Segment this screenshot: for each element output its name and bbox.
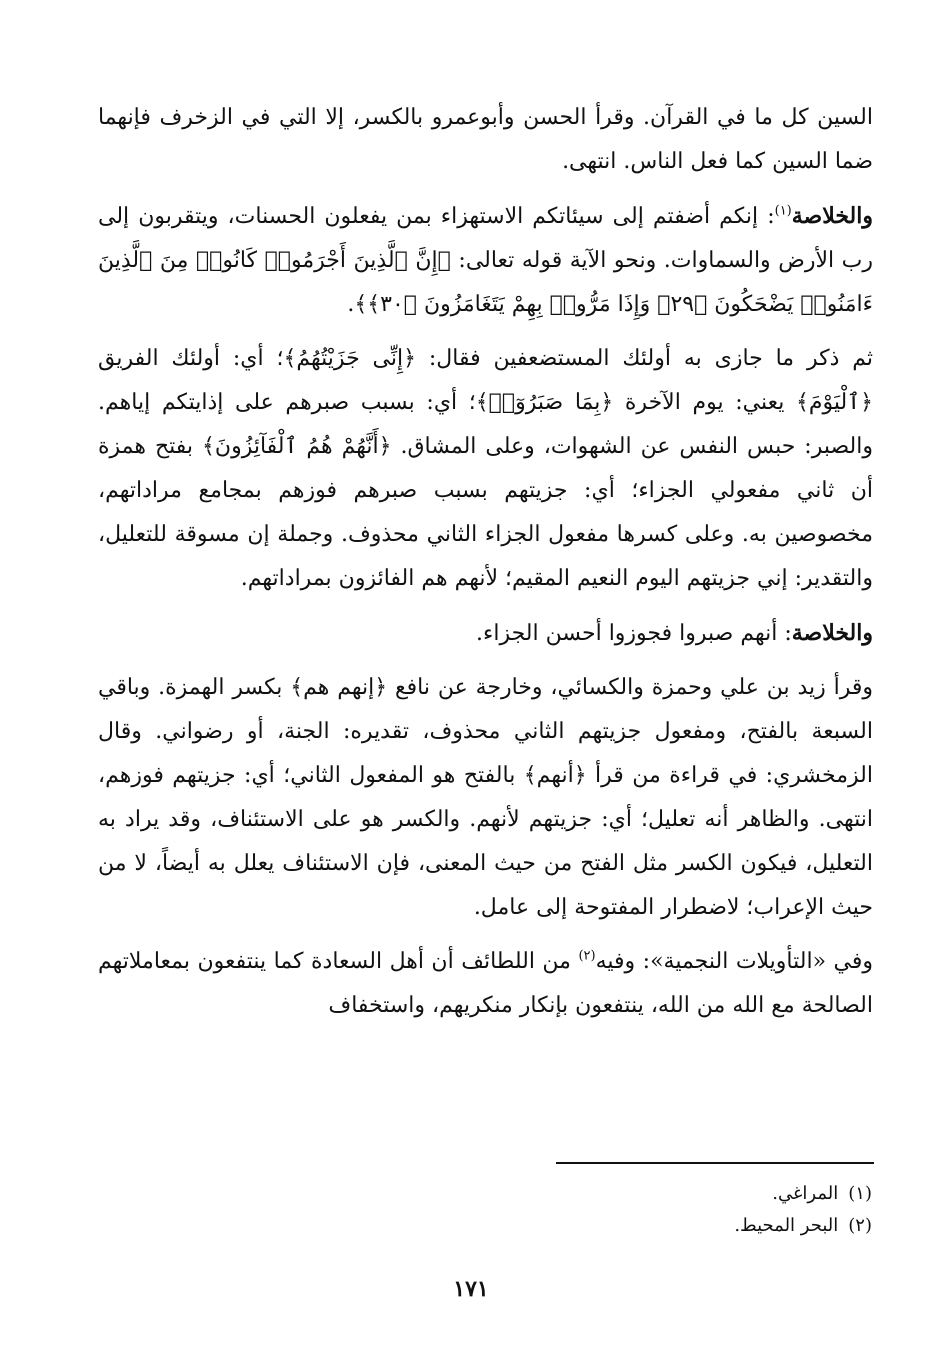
page-number: ١٧١ <box>453 1276 489 1302</box>
paragraph-3 <box>98 337 873 601</box>
paragraph-4 <box>98 611 873 656</box>
footnote-text: البحر المحيط. <box>734 1215 839 1236</box>
footnote-2 <box>272 1210 872 1242</box>
paragraph-5 <box>98 666 873 930</box>
paragraph-text: وقرأ زيد بن علي وحمزة والكسائي، وخارجة عن نافع ﴿إنهم هم﴾ بكسر الهمزة. وباقي السبعة بالفتح، ومفعول جزيتهم الثاني محذوف، تقديره: الجنة، أو رضواني. وقال الزمخشري: في قراءة من قرأ ﴿أنهم﴾ بالفتح هو المفعول الثاني؛ أي: جزيتهم فوزهم، انتهى. والظاهر أنه تعليل؛ أي: جزيتهم لأنهم. والكسر هو على الاستئناف، وقد يراد به التعليل، فيكون الكسر مثل الفتح من حيث المعنى، فإن الاستئناف يعلل به أيضاً، لا من حيث الإعراب؛ لاضطرار المفتوحة إلى عامل. <box>98 675 873 920</box>
paragraph-text: : إنكم أضفتم إلى سيئاتكم الاستهزاء بمن يفعلون الحسنات، ويتقربون إلى رب الأرض والسماوات. ونحو الآية قوله تعالى: ﴿إِنَّ ٱلَّذِينَ أَجْرَمُوا۟ كَانُوا۟ مِنَ ٱلَّذِينَ ءَامَنُوا۟ يَضْحَكُونَ ﴿٢٩﴾ وَإِذَا مَرُّوا۟ بِهِمْ يَتَغَامَزُونَ ﴿٣٠﴾﴾. <box>98 204 873 317</box>
footnote-ref-2[interactable]: (٢) <box>578 948 596 964</box>
paragraph-1 <box>98 96 873 184</box>
paragraph-6 <box>98 940 873 1028</box>
paragraph-text: من اللطائف أن أهل السعادة كما ينتفعون بمعاملاتهم الصالحة مع الله من الله، ينتفعون بإنكار منكريهم، واستخفاف <box>98 949 873 1018</box>
summary-heading: والخلاصة <box>791 203 873 229</box>
footnote-ref-1[interactable]: (١) <box>774 203 792 219</box>
footnote-number: (١) <box>848 1183 872 1204</box>
footnote-number: (٢) <box>848 1215 872 1236</box>
summary-heading: والخلاصة <box>791 620 873 646</box>
paragraph-text: ثم ذكر ما جازى به أولئك المستضعفين فقال: ﴿إِنِّى جَزَيْتُهُمُ﴾؛ أي: أولئك الفريق ﴿ٱلْيَوْمَ﴾ يعني: يوم الآخرة ﴿بِمَا صَبَرُوٓا۟﴾؛ أي: بسبب صبرهم على إذايتكم إياهم. والصبر: حبس النفس عن الشهوات، وعلى المشاق. ﴿أَنَّهُمْ هُمُ ٱلْفَآئِزُونَ﴾ بفتح همزة أن ثاني مفعولي الجزاء؛ أي: جزيتهم بسبب صبرهم فوزهم بمجامع مراداتهم، مخصوصين به. وعلى كسرها مفعول الجزاء الثاني محذوف. وجملة إن مسوقة للتعليل، والتقدير: إني جزيتهم اليوم النعيم المقيم؛ لأنهم هم الفائزون بمراداتهم. <box>98 346 873 591</box>
footnote-1 <box>272 1178 872 1210</box>
paragraph-2 <box>98 194 873 327</box>
footnote-text: المراغي. <box>772 1183 839 1204</box>
paragraph-text: السين كل ما في القرآن. وقرأ الحسن وأبوعمرو بالكسر، إلا التي في الزخرف فإنهما ضما السين كما فعل الناس. انتهى. <box>98 105 873 174</box>
paragraph-text-start: وفي «التأويلات النجمية»: وفيه <box>595 949 873 974</box>
main-text <box>98 96 873 1034</box>
footnotes <box>272 1178 872 1242</box>
paragraph-text: : أنهم صبروا فجوزوا أحسن الجزاء. <box>476 621 792 646</box>
footnote-divider <box>556 1162 874 1164</box>
